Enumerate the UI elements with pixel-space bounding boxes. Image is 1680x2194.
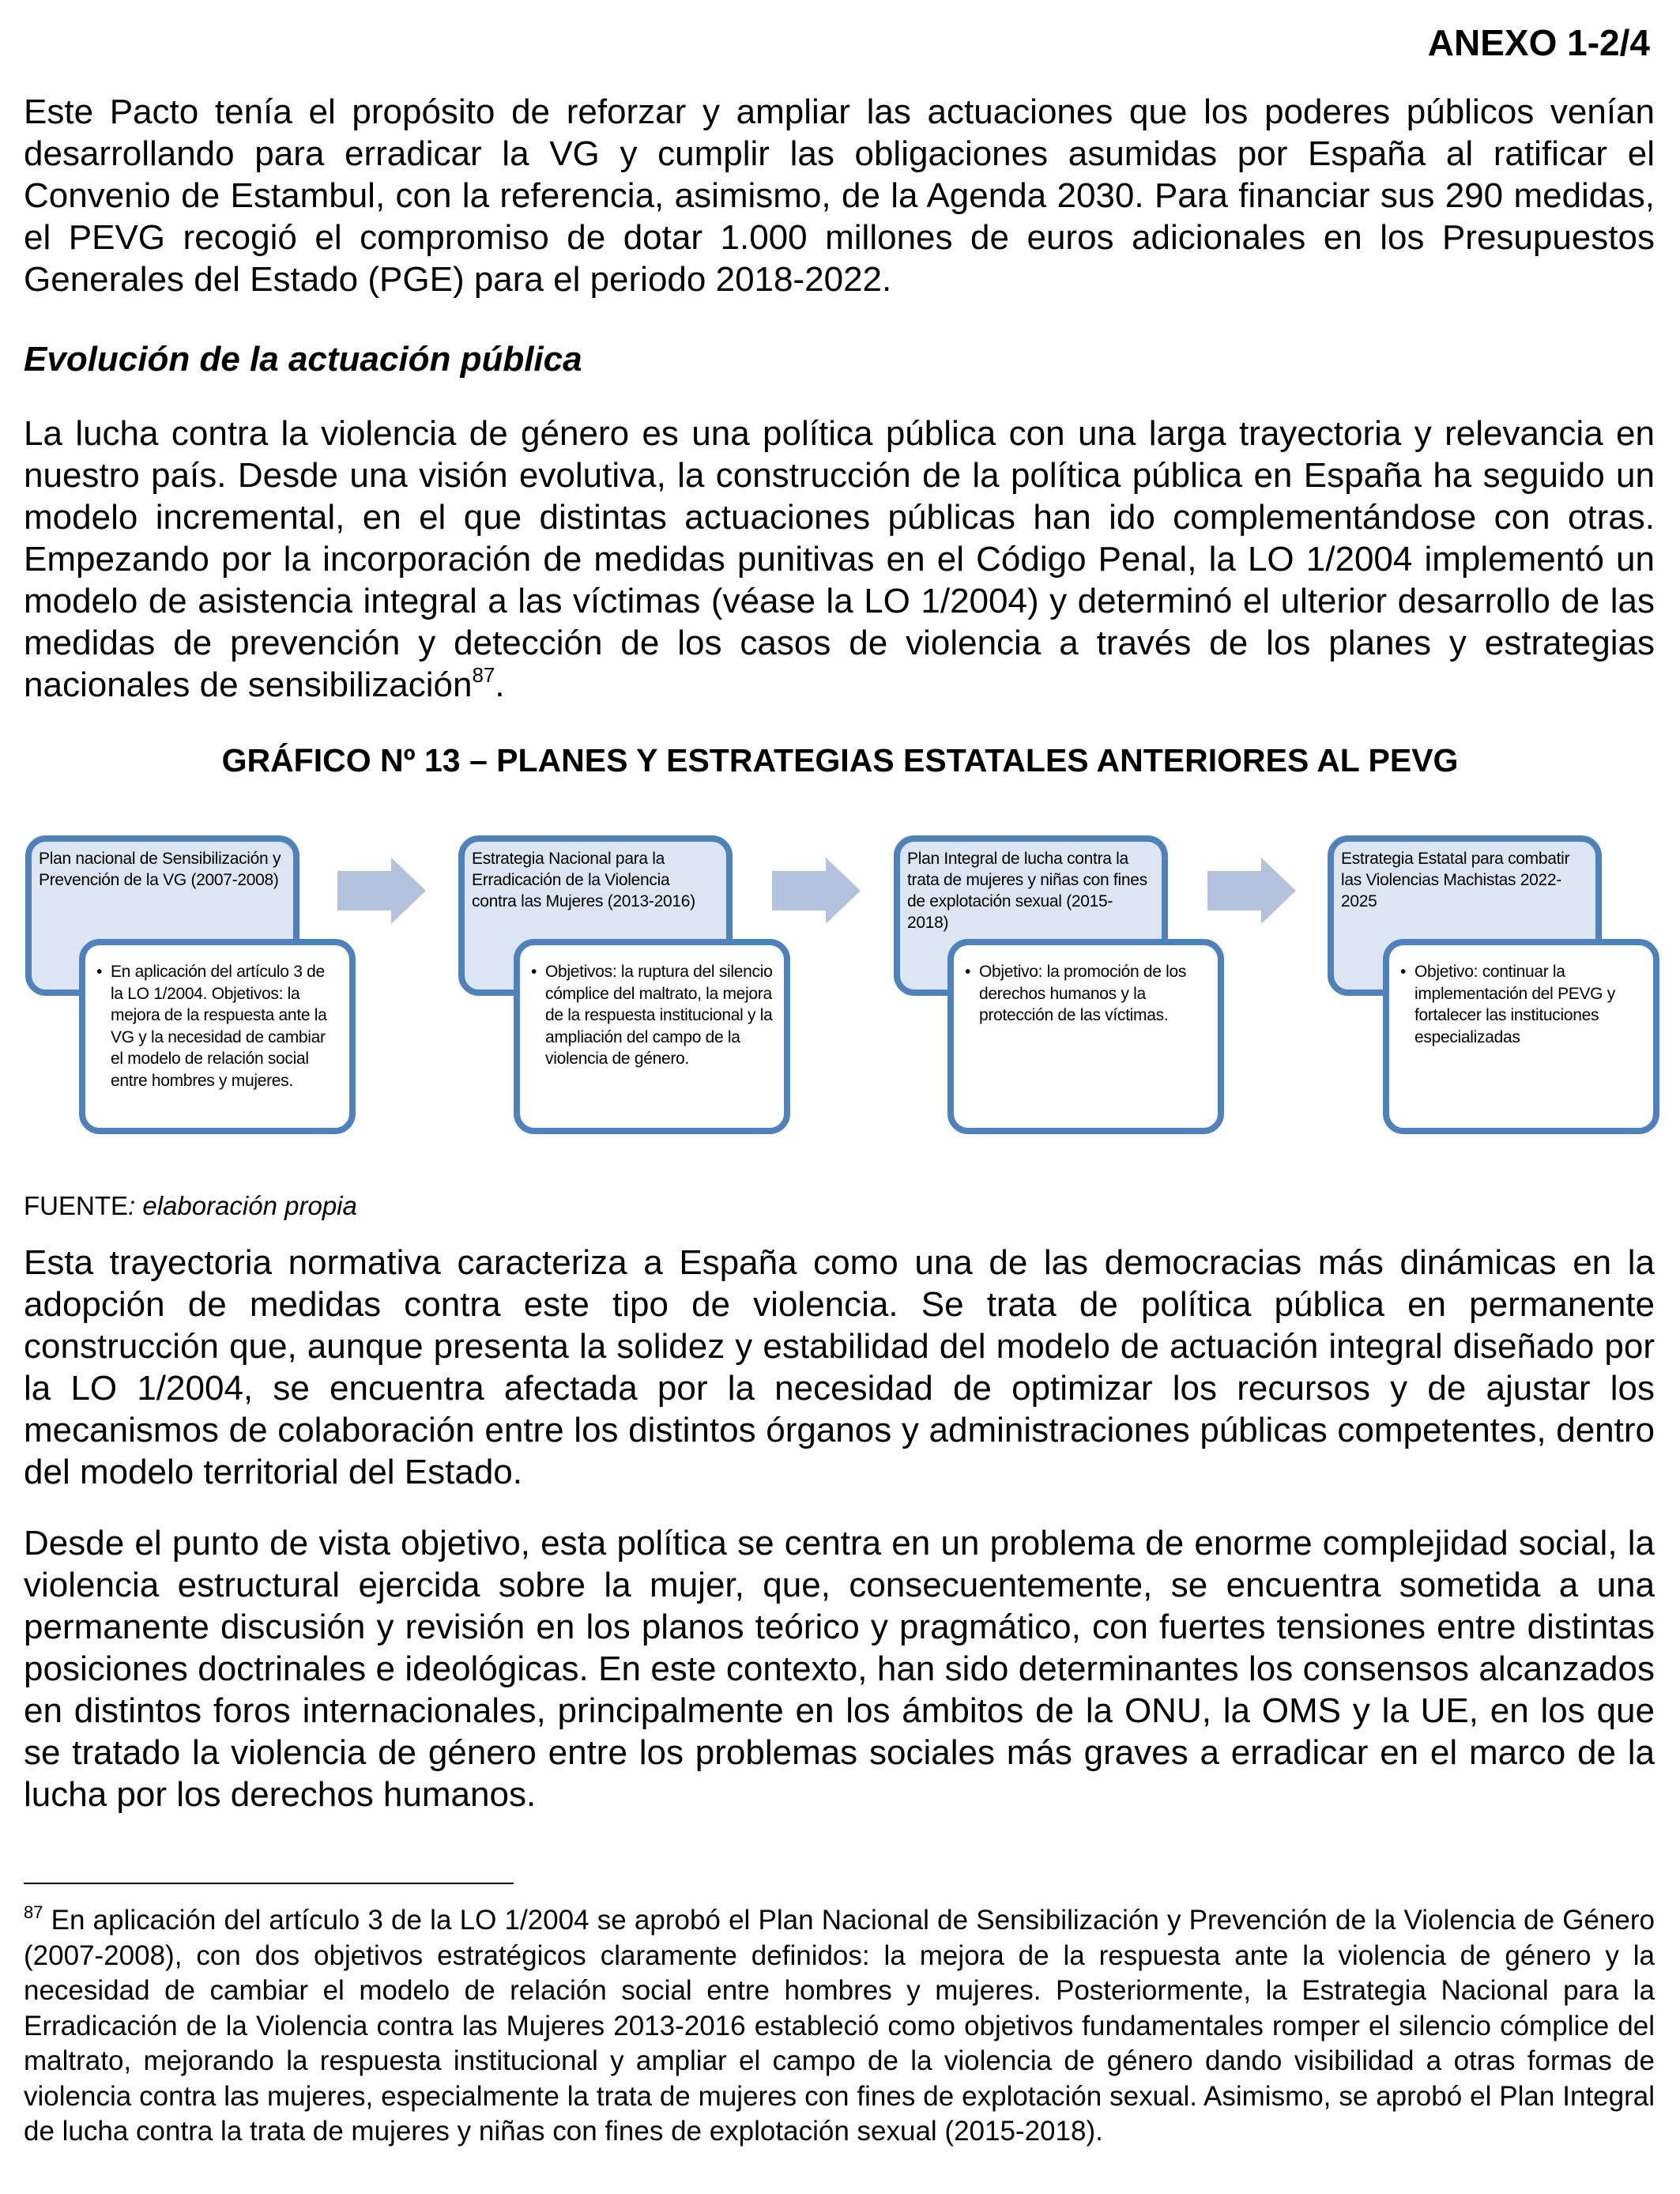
bullet-icon: • [1400,963,1407,981]
step-2-detail: Objetivos: la ruptura del silencio cómplice del maltrato, la mejora de la respuesta institucional y la ampliación del campo de la violencia de género. [545,963,773,1068]
source-label: FUENTE [24,1191,128,1220]
bullet-icon: • [965,963,971,981]
step-2-title: Estrategia Nacional para la Erradicación de la Violencia contra las Mujeres (2013-2016) [472,850,695,910]
figure-source [24,1190,357,1222]
paragraph-evolucion [24,413,1655,706]
step-3-detail: Objetivo: la promoción de los derechos humanos y la protección de las víctimas. [979,963,1187,1024]
step-1-detail-box [79,939,356,1134]
figure-title: GRÁFICO Nº 13 – PLANES Y ESTRATEGIAS ESTATALES ANTERIORES AL PEVG [221,742,1459,778]
source-text: : elaboración propia [128,1191,357,1220]
step-1-title: Plan nacional de Sensibilización y Prevención de la VG (2007-2008) [39,850,281,889]
paragraph-evolucion-text: La lucha contra la violencia de género es una política pública con una larga trayectoria y relevancia en nuestro país. Desde una visión evolutiva, la construcción de la política pública en España ha seguido un modelo incremental, en el que distintas actuaciones públicas han ido complementándose con otras. Empezando por la incorporación de medidas punitivas en el Código Penal, la LO 1/2004 implementó un modelo de asistencia integral a las víctimas (véase la LO 1/2004) y determinó el ulterior desarrollo de las medidas de prevención y detección de los casos de violencia a través de los planes y estrategias nacionales de sensibilización [24,414,1655,704]
paragraph-evolucion-end: . [495,665,505,704]
annex-label: ANEXO 1-2/4 [1427,22,1650,63]
right-arrow-icon [1207,858,1296,924]
footnote-87 [24,1903,1655,2150]
paragraph-pacto: Este Pacto tenía el propósito de reforzar y ampliar las actuaciones que los poderes públicos venían desarrollando para erradicar la VG y cumplir las obligaciones asumidas por España al ratificar el Convenio de Estambul, con la referencia, asimismo, de la Agenda 2030. Para financiar sus 290 medidas, el PEVG recogió el compromiso de dotar 1.000 millones de euros adicionales en los Presupuestos Generales del Estado (PGE) para el periodo 2018-2022. [24,92,1655,299]
paragraph-punto-de-vista: Desde el punto de vista objetivo, esta política se centra en un problema de enorme complejidad social, la violencia estructural ejercida sobre la mujer, que, consecuentemente, se encuentra sometida a una permanente discusión y revisión en los planos teórico y pragmático, con fuertes tensiones entre distintas posiciones doctrinales e ideológicas. En este contexto, han sido determinantes los consensos alcanzados en distintos foros internacionales, principalmente en los ámbitos de la ONU, la OMS y la UE, en los que se tratado la violencia de género entre los problemas sociales más graves a erradicar en el marco de la lucha por los derechos humanos. [24,1524,1655,1814]
step-2-detail-box [514,939,790,1134]
step-4-detail: Objetivo: continuar la implementación del PEVG y fortalecer las instituciones especializadas [1414,963,1615,1046]
bullet-icon: • [531,963,537,981]
step-3-title: Plan Integral de lucha contra la trata de mujeres y niñas con fines de explotación sexual (2015-2018) [907,850,1147,932]
footnote-separator [24,1883,514,1884]
paragraph-trayectoria: Esta trayectoria normativa caracteriza a España como una de las democracias más dinámicas en la adopción de medidas contra este tipo de violencia. Se trata de política pública en permanente construcción que, aunque presenta la solidez y estabilidad del modelo de actuación integral diseñado por la LO 1/2004, se encuentra afectada por la necesidad de optimizar los recursos y de ajustar los mecanismos de colaboración entre los distintos órganos y administraciones públicas competentes, dentro del modelo territorial del Estado. [24,1243,1655,1491]
footnote-reference[interactable]: 87 [472,663,495,687]
bullet-icon: • [96,963,103,981]
footnote-text: En aplicación del artículo 3 de la LO 1/2004 se aprobó el Plan Nacional de Sensibilización y Prevención de la Violencia de Género (2007-2008), con dos objetivos estratégicos claramente definidos: la mejora de la respuesta ante la violencia de género y la necesidad de cambiar el modelo de relación social entre hombres y mujeres. Posteriormente, la Estrategia Nacional para la Erradicación de la Violencia contra las Mujeres 2013-2016 estableció como objetivos fundamentales romper el silencio cómplice del maltrato, mejorando la respuesta institucional y ampliar el campo de la violencia de género dando visibilidad a otras formas de violencia contra las mujeres, especialmente la trata de mujeres con fines de explotación sexual. Asimismo, se aprobó el Plan Integral de lucha contra la trata de mujeres y niñas con fines de explotación sexual (2015-2018). [24,1905,1655,2147]
right-arrow-icon [772,858,861,924]
step-4-title: Estrategia Estatal para combatir las Violencias Machistas 2022-2025 [1341,850,1570,910]
right-arrow-icon [337,858,426,924]
step-3-detail-box [947,939,1224,1134]
step-1-detail: En aplicación del artículo 3 de la LO 1/2004. Objetivos: la mejora de la respuesta ante la VG y la necesidad de cambiar el modelo de relación social entre hombres y mujeres. [111,963,327,1090]
footnote-number: 87 [24,1902,43,1922]
section-heading: Evolución de la actuación pública [24,340,582,379]
step-4-detail-box [1383,939,1659,1134]
